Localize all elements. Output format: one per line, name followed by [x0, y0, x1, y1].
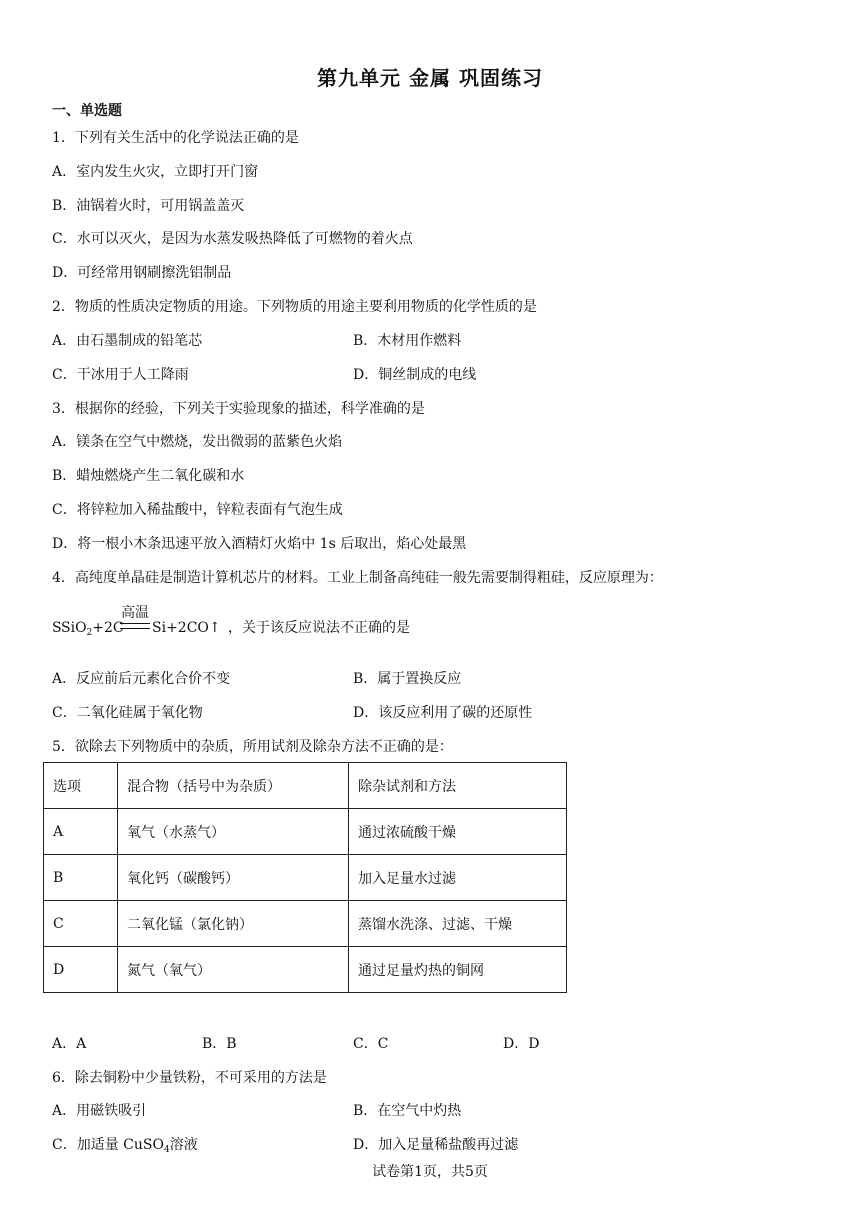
table-row	[44, 809, 567, 855]
table-row	[44, 947, 567, 993]
q3-option-a: A．镁条在空气中燃烧，发出微弱的蓝紫色火焰	[52, 434, 343, 450]
table-cell: 氧化钙（碳酸钙）	[118, 855, 349, 901]
q5-option-c: C．C	[353, 1036, 389, 1052]
impurity-table	[43, 762, 567, 993]
equation-products: Si+2CO↑	[152, 620, 221, 636]
table-cell: D	[44, 947, 118, 993]
q1-option-d: D．可经常用钢刷擦洗铝制品	[52, 265, 232, 281]
q1-option-c: C．水可以灭火，是因为水蒸发吸热降低了可燃物的着火点	[52, 231, 413, 247]
equation-double-line	[120, 623, 150, 629]
q1-option-a: A．室内发生火灾，立即打开门窗	[52, 164, 259, 180]
table-cell: 蒸馏水洗涤、过滤、干燥	[349, 901, 567, 947]
q6-option-c: C．加适量 CuSO$_4$溶液	[52, 1137, 198, 1155]
table-row	[44, 855, 567, 901]
q2-option-a: A．由石墨制成的铅笔芯	[52, 333, 203, 349]
q2-option-c: C．干冰用于人工降雨	[52, 367, 189, 383]
q4-option-a: A．反应前后元素化合价不变	[52, 671, 231, 687]
equation-condition: 高温	[121, 605, 149, 621]
table-header-row	[44, 763, 567, 809]
q4-option-c: C．二氧化硅属于氧化物	[52, 705, 203, 721]
table-cell: 加入足量水过滤	[349, 855, 567, 901]
table-cell: B	[44, 855, 118, 901]
page-footer: 试卷第1页，共5页	[372, 1164, 488, 1180]
q3-stem: 3．根据你的经验，下列关于实验现象的描述，科学准确的是	[52, 401, 425, 417]
equation-reactants: SiO$_2$+2C	[61, 620, 124, 638]
q3-option-b: B．蜡烛燃烧产生二氧化碳和水	[52, 468, 245, 484]
q3-option-c: C．将锌粒加入稀盐酸中，锌粒表面有气泡生成	[52, 502, 343, 518]
section-heading: 一、单选题	[52, 103, 122, 119]
table-row	[44, 901, 567, 947]
equation-tail: ，关于该反应说法不正确的是	[228, 620, 410, 636]
q6-option-b: B．在空气中灼热	[353, 1103, 462, 1119]
q4-option-b: B．属于置换反应	[353, 671, 462, 687]
table-cell: 氧气（水蒸气）	[118, 809, 349, 855]
q6-option-d: D．加入足量稀盐酸再过滤	[353, 1137, 519, 1153]
q5-option-a: A．A	[52, 1036, 87, 1052]
q5-stem: 5．欲除去下列物质中的杂质，所用试剂及除杂方法不正确的是：	[52, 739, 453, 755]
q4-stem: 4．高纯度单晶硅是制造计算机芯片的材料。工业上制备高纯硅一般先需要制得粗硅，反应原理为：	[52, 570, 663, 586]
q2-stem: 2．物质的性质决定物质的用途。下列物质的用途主要利用物质的化学性质的是	[52, 299, 537, 315]
table-header-cell: 除杂试剂和方法	[349, 763, 567, 809]
q1-option-b: B．油锅着火时，可用锅盖盖灭	[52, 198, 245, 214]
table-cell: 通过足量灼热的铜网	[349, 947, 567, 993]
q5-option-d: D．D	[503, 1036, 540, 1052]
table-cell: 通过浓硫酸干燥	[349, 809, 567, 855]
table-header-cell: 混合物（括号中为杂质）	[118, 763, 349, 809]
q2-option-d: D．铜丝制成的电线	[353, 367, 477, 383]
q3-option-d: D．将一根小木条迅速平放入酒精灯火焰中 1s 后取出，焰心处最黑	[52, 536, 467, 552]
q2-option-b: B．木材用作燃料	[353, 333, 462, 349]
q6-stem: 6．除去铜粉中少量铁粉，不可采用的方法是	[52, 1070, 327, 1086]
q5-option-b: B．B	[202, 1036, 237, 1052]
page-title: 第九单元 金属 巩固练习	[317, 66, 543, 90]
table-header-cell: 选项	[44, 763, 118, 809]
table-cell: A	[44, 809, 118, 855]
equation-prefix: S	[52, 620, 62, 636]
q1-stem: 1．下列有关生活中的化学说法正确的是	[52, 130, 299, 146]
table-cell: 氮气（氧气）	[118, 947, 349, 993]
table-cell: 二氧化锰（氯化钠）	[118, 901, 349, 947]
q4-option-d: D．该反应利用了碳的还原性	[353, 705, 533, 721]
table-cell: C	[44, 901, 118, 947]
q6-option-a: A．用磁铁吸引	[52, 1103, 147, 1119]
